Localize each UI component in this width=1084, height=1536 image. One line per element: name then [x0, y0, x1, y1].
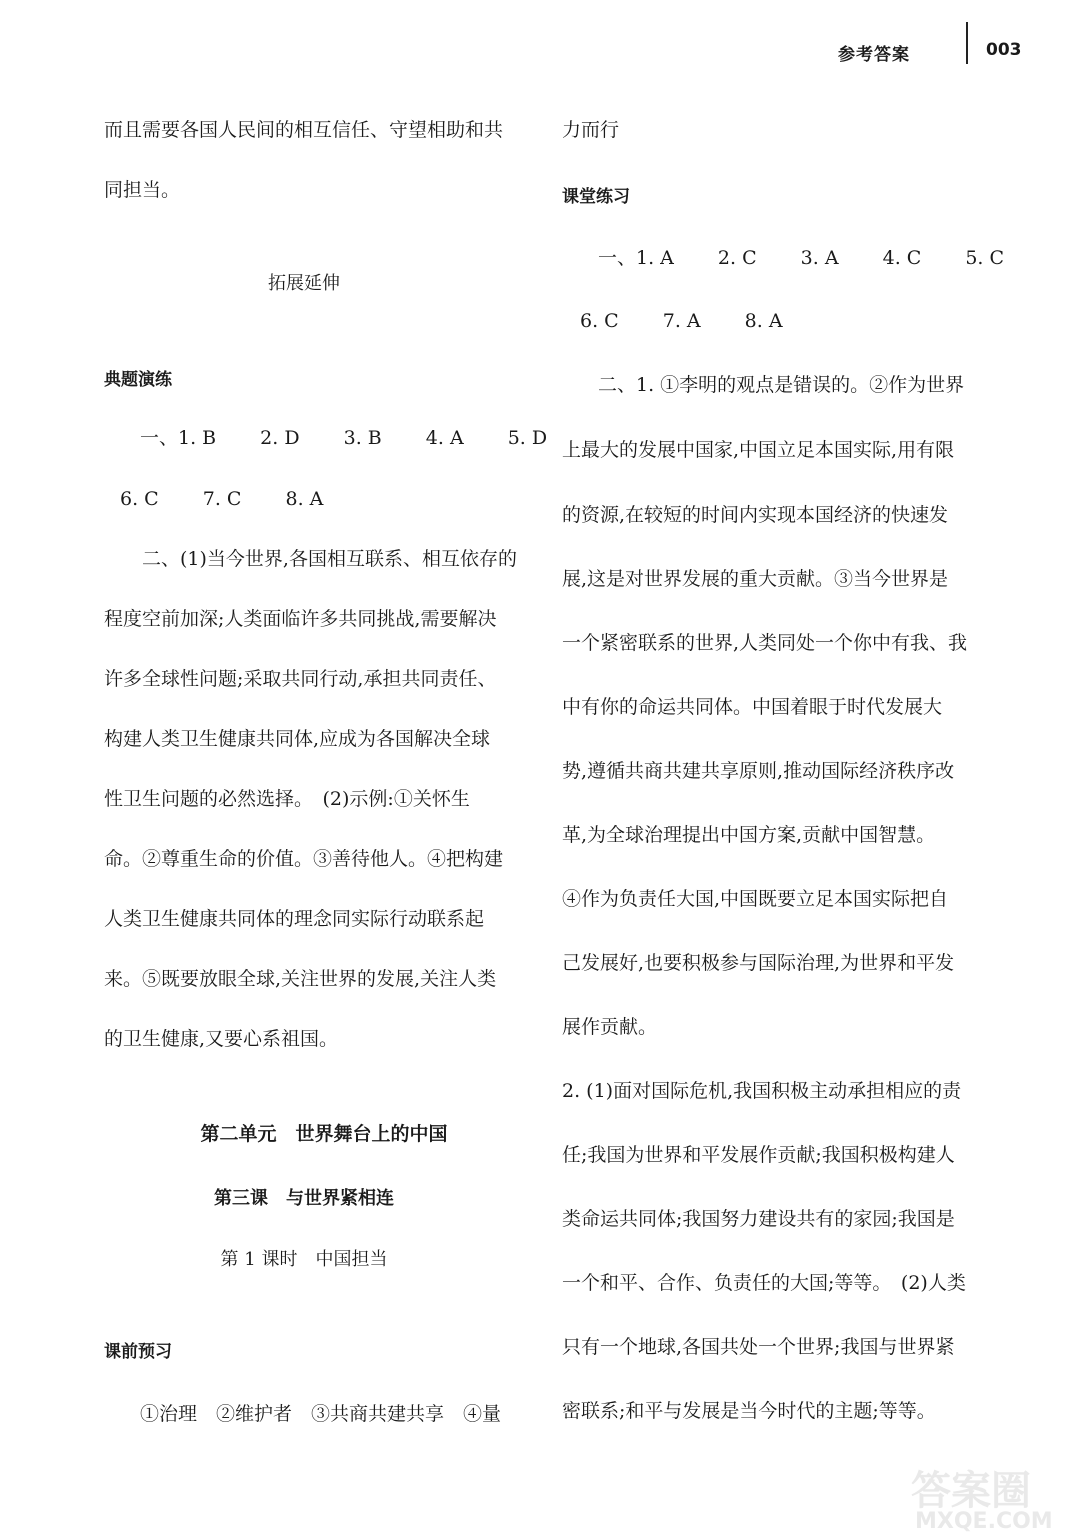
- paragraph-line: 人类卫生健康共同体的理念同实际行动联系起: [104, 908, 485, 930]
- paragraph-line: 势,遵循共商共建共享原则,推动国际经济秩序改: [562, 760, 955, 782]
- answer-row: 一、1. A 2. C 3. A 4. C 5. C: [598, 247, 1005, 269]
- paragraph-line: 命。②尊重生命的价值。③善待他人。④把构建: [104, 848, 504, 870]
- paragraph-line: 一个紧密联系的世界,人类同处一个你中有我、我: [562, 632, 968, 654]
- paragraph-line: 展,这是对世界发展的重大贡献。③当今世界是: [562, 568, 949, 590]
- paragraph-line: 许多全球性问题;采取共同行动,承担共同责任、: [104, 668, 497, 690]
- subsection-heading: 课堂练习: [562, 187, 630, 207]
- answer-row: 6. C 7. C 8. A: [120, 488, 324, 510]
- paragraph-line: 任;我国为世界和平发展作贡献;我国积极构建人: [562, 1144, 955, 1166]
- paragraph-line: 性卫生问题的必然选择。 (2)示例:①关怀生: [104, 788, 470, 810]
- class-period-title: 第 1 课时 中国担当: [220, 1249, 388, 1270]
- paragraph-line: 同担当。: [104, 179, 181, 201]
- paragraph-line: 展作贡献。: [562, 1016, 658, 1038]
- running-header-title: 参考答案: [838, 45, 910, 65]
- paragraph-line: 二、(1)当今世界,各国相互联系、相互依存的: [142, 548, 517, 570]
- section-heading: 拓展延伸: [268, 273, 340, 294]
- unit-title: 第二单元 世界舞台上的中国: [200, 1123, 448, 1145]
- watermark-logo: [905, 1460, 1075, 1532]
- paragraph-line: 而且需要各国人民间的相互信任、守望相助和共: [104, 119, 504, 141]
- paragraph-line: ④作为负责任大国,中国既要立足本国实际把自: [562, 888, 949, 910]
- page-number: 003: [986, 40, 1022, 60]
- lesson-title: 第三课 与世界紧相连: [214, 1188, 394, 1209]
- paragraph-line: 二、1. ①李明的观点是错误的。②作为世界: [598, 374, 965, 396]
- paragraph-line: 程度空前加深;人类面临许多共同挑战,需要解决: [104, 608, 497, 630]
- paragraph-line: 类命运共同体;我国努力建设共有的家园;我国是: [562, 1208, 955, 1230]
- paragraph-line: 力而行: [562, 119, 620, 141]
- paragraph-line: 中有你的命运共同体。中国着眼于时代发展大: [562, 696, 943, 718]
- paragraph-line: 的卫生健康,又要心系祖国。: [104, 1028, 339, 1050]
- watermark-text: 答案圈: [911, 1468, 1031, 1514]
- subsection-heading: 课前预习: [104, 1342, 172, 1362]
- paragraph-line: 己发展好,也要积极参与国际治理,为世界和平发: [562, 952, 955, 974]
- subsection-heading: 典题演练: [104, 370, 172, 390]
- answer-row: 6. C 7. A 8. A: [580, 310, 783, 332]
- paragraph-line: 来。⑤既要放眼全球,关注世界的发展,关注人类: [104, 968, 497, 990]
- paragraph-line: 构建人类卫生健康共同体,应成为各国解决全球: [104, 728, 491, 750]
- answer-row: 一、1. B 2. D 3. B 4. A 5. D: [140, 427, 548, 449]
- paragraph-line: 2. (1)面对国际危机,我国积极主动承担相应的责: [562, 1080, 962, 1102]
- answer-row: ①治理 ②维护者 ③共商共建共享 ④量: [140, 1403, 502, 1425]
- paragraph-line: 革,为全球治理提出中国方案,贡献中国智慧。: [562, 824, 936, 846]
- header-divider: [966, 22, 968, 64]
- paragraph-line: 只有一个地球,各国共处一个世界;我国与世界紧: [562, 1336, 955, 1358]
- paragraph-line: 上最大的发展中国家,中国立足本国实际,用有限: [562, 439, 955, 461]
- paragraph-line: 一个和平、合作、负责任的大国;等等。 (2)人类: [562, 1272, 966, 1294]
- watermark-url: MXQE.COM: [915, 1509, 1053, 1532]
- paragraph-line: 的资源,在较短的时间内实现本国经济的快速发: [562, 504, 949, 526]
- paragraph-line: 密联系;和平与发展是当今时代的主题;等等。: [562, 1400, 936, 1422]
